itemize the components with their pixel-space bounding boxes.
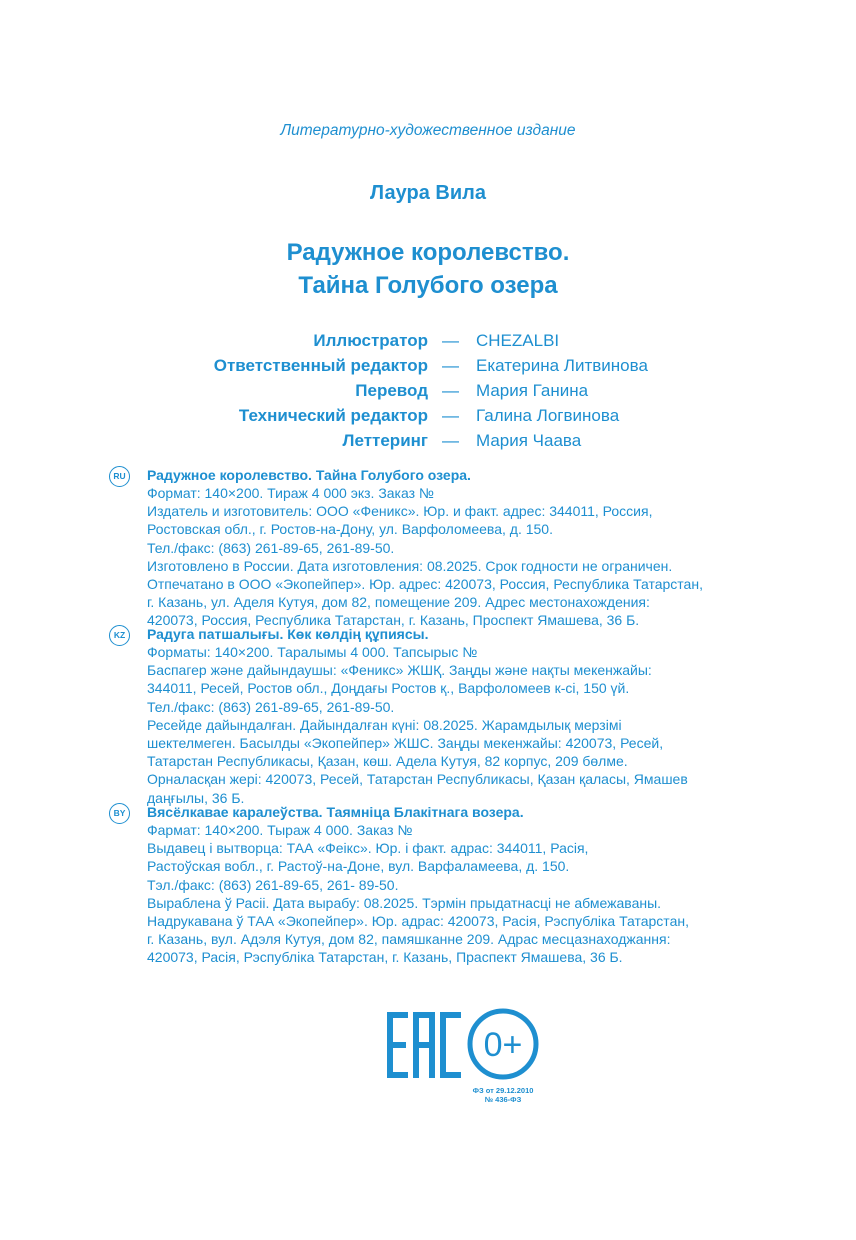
imprint-line: Надрукавана ў ТАА «Экопейпер». Юр. адрас: 420073, Расія, Рэспубліка Татарстан,	[147, 912, 689, 929]
imprint-by-body	[147, 803, 757, 967]
imprint-line: Ростовская обл., г. Ростов-на-Дону, ул. Варфоломеева, д. 150.	[147, 521, 553, 538]
imprint-line: Выдавец і вытворца: ТАА «Феікс». Юр. і факт. адрас: 344011, Расія,	[147, 840, 589, 857]
imprint-ru-title: Радужное королевство. Тайна Голубого озера.	[147, 467, 471, 483]
imprint-line: г. Казань, вул. Адэля Кутуя, дом 82, памяшканне 209. Адрас месцазнаходжання:	[147, 931, 671, 948]
credit-row	[0, 378, 856, 403]
lang-badge-by: BY	[109, 803, 130, 824]
credit-row	[0, 428, 856, 453]
credit-row	[0, 353, 856, 378]
imprint-line: Формат: 140×200. Тираж 4 000 экз. Заказ №	[147, 485, 434, 501]
certification-marks	[385, 1008, 555, 1108]
imprint-line: Форматы: 140×200. Таралымы 4 000. Тапсырыс №	[147, 644, 478, 660]
imprint-line: Изготовлено в России. Дата изготовления: 08.2025. Срок годности не ограничен.	[147, 557, 673, 574]
marks-svg	[385, 1008, 555, 1108]
age-rating-text: 0+	[483, 1026, 523, 1064]
credit-role: Леттеринг	[342, 431, 428, 450]
imprint-line: даңғылы, 36 Б.	[147, 789, 245, 806]
credit-role: Перевод	[355, 381, 428, 400]
imprint-line: Отпечатано в ООО «Экопейпер». Юр. адрес: 420073, Россия, Республика Татарстан,	[147, 575, 703, 592]
law-reference-line-1: ФЗ от 29.12.2010	[472, 1086, 534, 1095]
imprint-line: Татарстан Республикасы, Қазан, көш. Адела Кутуя, 82 корпус, 209 бөлме.	[147, 753, 628, 770]
imprint-kz-body	[147, 625, 757, 807]
book-title-line-1: Радужное королевство.	[286, 239, 570, 266]
imprint-line: 420073, Расія, Рэспубліка Татарстан, г. Казань, Праспект Ямашева, 36 Б.	[147, 949, 623, 966]
credits-list	[0, 328, 856, 453]
imprint-line: 420073, Россия, Республика Татарстан, г. Казань, Проспект Ямашева, 36 Б.	[147, 612, 640, 629]
imprint-line: Тэл./факс: (863) 261-89-65, 261- 89-50.	[147, 876, 399, 893]
credit-name: Мария Чаава	[476, 431, 582, 450]
imprint-line: Издатель и изготовитель: ООО «Феникс». Юр. и факт. адрес: 344011, Россия,	[147, 503, 653, 520]
credit-name: Галина Логвинова	[476, 406, 620, 425]
imprint-kz-title: Радуга патшалығы. Көк көлдің құпиясы.	[147, 626, 429, 642]
genre-label: Литературно-художественное издание	[280, 122, 576, 139]
age-rating-icon	[470, 1011, 536, 1077]
credit-dash: —	[442, 331, 459, 350]
imprint-line: шектелмеген. Басылды «Экопейпер» ЖШС. Заңды мекенжайы: 420073, Ресей,	[147, 734, 664, 751]
imprint-line: Орналасқан жері: 420073, Ресей, Татарстан Республикасы, Қазан қаласы, Ямашев	[147, 771, 688, 788]
imprint-line: 344011, Ресей, Ростов обл., Доңдағы Ростов қ., Варфоломеев к-сі, 150 үй.	[147, 680, 630, 697]
credit-name: Екатерина Литвинова	[476, 356, 648, 375]
credit-dash: —	[442, 431, 459, 450]
credit-dash: —	[442, 356, 459, 375]
imprint-line: Выраблена ў Расіі. Дата вырабу: 08.2025. Тэрмін прыдатнасці не абмежаваны.	[147, 894, 662, 911]
imprint-line: Тел./факс: (863) 261-89-65, 261-89-50.	[147, 698, 395, 715]
imprint-ru-body	[147, 466, 757, 630]
eac-mark-icon	[387, 1012, 461, 1078]
credit-dash: —	[442, 406, 459, 425]
imprint-line: Фармат: 140×200. Тыраж 4 000. Заказ №	[147, 822, 413, 838]
author-name: Лаура Вила	[370, 182, 486, 204]
law-reference-line-2: № 436-ФЗ	[484, 1095, 522, 1104]
credit-row	[0, 328, 856, 353]
credit-row	[0, 403, 856, 428]
lang-badge-ru: RU	[109, 466, 130, 487]
credit-name: CHEZALBI	[476, 331, 560, 350]
lang-badge-kz: KZ	[109, 625, 130, 646]
credit-role: Иллюстратор	[313, 331, 428, 350]
book-title-line-2: Тайна Голубого озера	[298, 272, 558, 299]
imprint-line: Ресейде дайындалған. Дайындалған күні: 08.2025. Жарамдылық мерзімі	[147, 716, 622, 733]
imprint-line: Баспагер және дайындаушы: «Феникс» ЖШҚ. Заңды және нақты мекенжайы:	[147, 662, 652, 679]
imprint-line: Растоўская вобл., г. Растоў-на-Доне, вул. Варфаламеева, д. 150.	[147, 858, 570, 875]
imprint-line: Тел./факс: (863) 261-89-65, 261-89-50.	[147, 539, 395, 556]
book-title	[0, 236, 856, 302]
credit-dash: —	[442, 381, 459, 400]
imprint-by-title: Вясёлкавае каралеўства. Таямніца Блакітнага возера.	[147, 804, 524, 820]
credit-role: Ответственный редактор	[213, 356, 428, 375]
credit-role: Технический редактор	[238, 406, 428, 425]
credit-name: Мария Ганина	[476, 381, 589, 400]
imprint-line: г. Казань, ул. Аделя Кутуя, дом 82, помещение 209. Адрес местонахождения:	[147, 594, 650, 611]
